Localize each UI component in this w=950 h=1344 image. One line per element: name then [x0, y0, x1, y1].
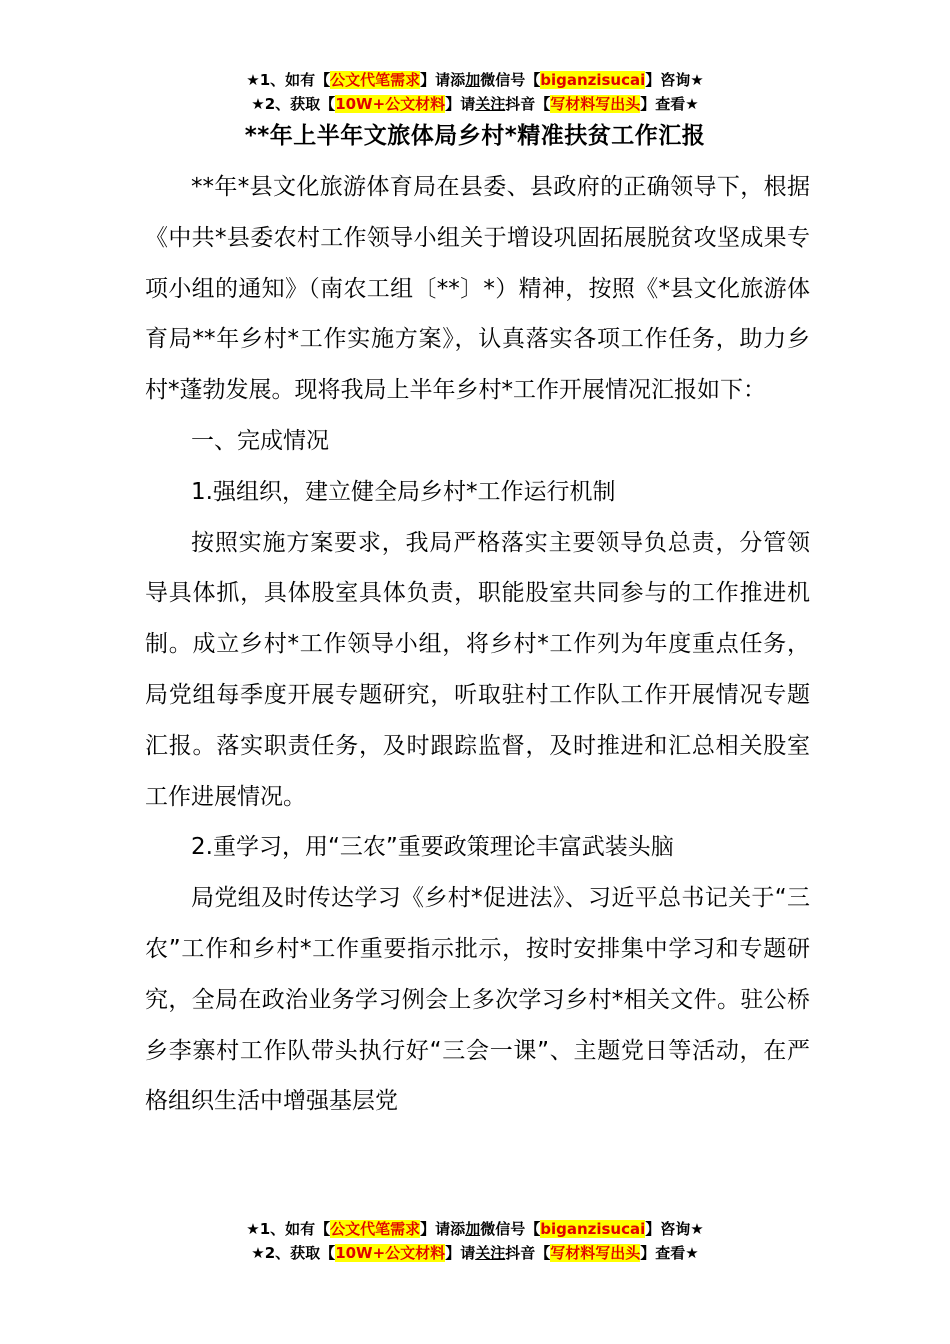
highlight-service: 公文代笔需求: [330, 1220, 421, 1238]
bottom-banner: [0, 1217, 950, 1265]
top-banner: [0, 68, 950, 116]
banner-line-2: ★2、获取【10W+公文材料】请关注抖音【写材料写出头】查看★: [251, 1244, 699, 1262]
highlight-douyin: 写材料写出头: [550, 1244, 641, 1262]
highlight-materials: 10W+公文材料: [335, 95, 446, 113]
highlight-douyin: 写材料写出头: [550, 95, 641, 113]
document-body: [145, 162, 810, 1127]
banner-line-2: ★2、获取【10W+公文材料】请关注抖音【写材料写出头】查看★: [251, 95, 699, 113]
paragraph-1: 按照实施方案要求，我局严格落实主要领导负总责，分管领导具体抓，具体股室具体负责，职能股室共同参与的工作推进机制。成立乡村*工作领导小组，将乡村*工作列为年度重点任务，局党组每季度开展专题研究，听取驻村工作队工作开展情况专题汇报。落实职责任务，及时跟踪监督，及时推进和汇总相关股室工作进展情况。: [145, 529, 810, 810]
highlight-wechat-id: biganzisucai: [540, 1220, 646, 1238]
highlight-materials: 10W+公文材料: [335, 1244, 446, 1262]
paragraph-2: 局党组及时传达学习《乡村*促进法》、习近平总书记关于“三农”工作和乡村*工作重要指示批示，按时安排集中学习和专题研究，全局在政治业务学习例会上多次学习乡村*相关文件。驻公桥乡李寨村工作队带头执行好“三会一课”、主题党日等活动，在严格组织生活中增强基层党: [145, 885, 810, 1115]
banner-line-1: ★1、如有【公文代笔需求】请添加微信号【biganzisucai】咨询★: [246, 71, 704, 89]
subheading-2: 2.重学习，用“三农”重要政策理论丰富武装头脑: [191, 834, 674, 861]
banner-line-1: ★1、如有【公文代笔需求】请添加微信号【biganzisucai】咨询★: [246, 1220, 704, 1238]
document-title: **年上半年文旅体局乡村*精准扶贫工作汇报: [244, 123, 706, 149]
subheading-1: 1.强组织，建立健全局乡村*工作运行机制: [191, 478, 616, 505]
highlight-wechat-id: biganzisucai: [540, 71, 646, 89]
highlight-service: 公文代笔需求: [330, 71, 421, 89]
section-heading: 一、完成情况: [191, 427, 329, 454]
paragraph-intro: **年*县文化旅游体育局在县委、县政府的正确领导下，根据《中共*县委农村工作领导小组关于增设巩固拓展脱贫攻坚成果专项小组的通知》（南农工组〔**〕*）精神，按照《*县文化旅游体育局**年乡村*工作实施方案》，认真落实各项工作任务，助力乡村*蓬勃发展。现将我局上半年乡村*工作开展情况汇报如下：: [145, 174, 810, 404]
